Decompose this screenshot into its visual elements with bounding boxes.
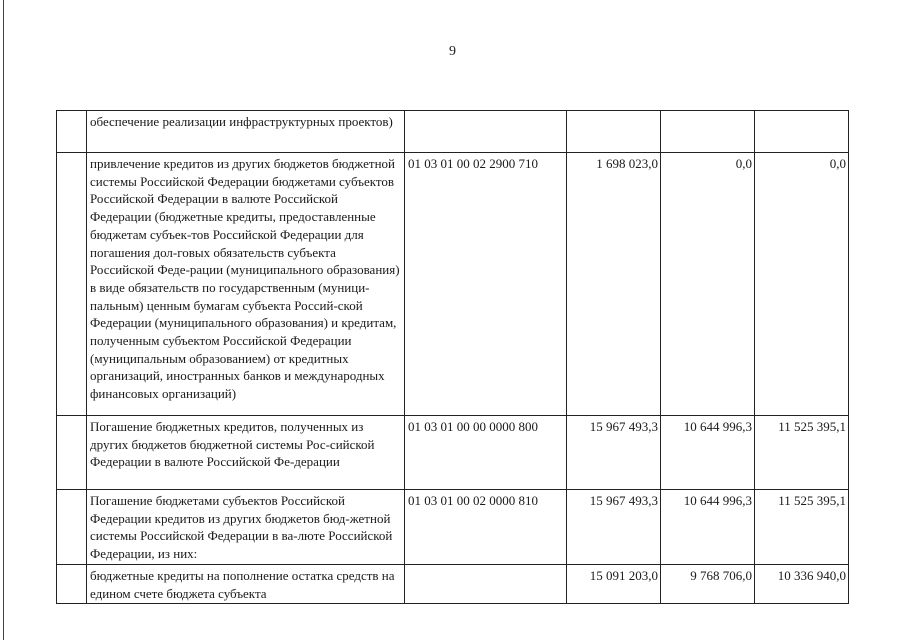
amount-cell: 11 525 395,1: [755, 416, 849, 490]
amount-cell: 0,0: [755, 153, 849, 416]
table-row: [57, 416, 849, 490]
code-cell: [405, 111, 567, 153]
amount-cell: 15 091 203,0: [567, 564, 661, 603]
table-row: [57, 490, 849, 565]
row-index-cell: [57, 490, 87, 565]
scan-left-edge-line: [3, 0, 4, 640]
budget-table: [56, 110, 849, 604]
page-number: 9: [449, 44, 456, 59]
amount-cell: 10 644 996,3: [661, 490, 755, 565]
description-cell: привлечение кредитов из других бюджетов бюджетной системы Российской Федерации бюджетами субъектов Российской Федерации в валюте Российской Федерации (бюджетные кредиты, предоставленные бюджетам субъек-тов Российской Федерации для погашения дол-говых обязательств субъекта Российской Феде-рации (муниципального образования) в виде обязательств по государственным (муници-пальным) ценным бумагам субъекта Россий-ской Федерации (муниципального образования) и кредитам, полученным субъектом Российской Федерации (муниципальным образованием) от кредитных организаций, иностранных банков и международных финансовых организаций): [87, 153, 405, 416]
code-cell: [405, 564, 567, 603]
amount-cell: 1 698 023,0: [567, 153, 661, 416]
amount-cell: [755, 111, 849, 153]
code-cell: 01 03 01 00 00 0000 800: [405, 416, 567, 490]
table-row: [57, 111, 849, 153]
code-cell: 01 03 01 00 02 2900 710: [405, 153, 567, 416]
description-cell: Погашение бюджетами субъектов Российской Федерации кредитов из других бюджетов бюд-жетной системы Российской Федерации в ва-люте Российской Федерации, из них:: [87, 490, 405, 565]
amount-cell: 10 336 940,0: [755, 564, 849, 603]
amount-cell: 9 768 706,0: [661, 564, 755, 603]
description-cell: бюджетные кредиты на пополнение остатка средств на едином счете бюджета субъекта: [87, 564, 405, 603]
amount-cell: [661, 111, 755, 153]
row-index-cell: [57, 416, 87, 490]
description-cell: Погашение бюджетных кредитов, полученных из других бюджетов бюджетной системы Рос-сийской Федерации в валюте Российской Фе-дерации: [87, 416, 405, 490]
code-cell: 01 03 01 00 02 0000 810: [405, 490, 567, 565]
row-index-cell: [57, 111, 87, 153]
amount-cell: 11 525 395,1: [755, 490, 849, 565]
table-row: [57, 153, 849, 416]
description-cell: обеспечение реализации инфраструктурных проектов): [87, 111, 405, 153]
amount-cell: [567, 111, 661, 153]
amount-cell: 15 967 493,3: [567, 490, 661, 565]
table-row: [57, 564, 849, 603]
amount-cell: 15 967 493,3: [567, 416, 661, 490]
amount-cell: 0,0: [661, 153, 755, 416]
row-index-cell: [57, 564, 87, 603]
row-index-cell: [57, 153, 87, 416]
amount-cell: 10 644 996,3: [661, 416, 755, 490]
